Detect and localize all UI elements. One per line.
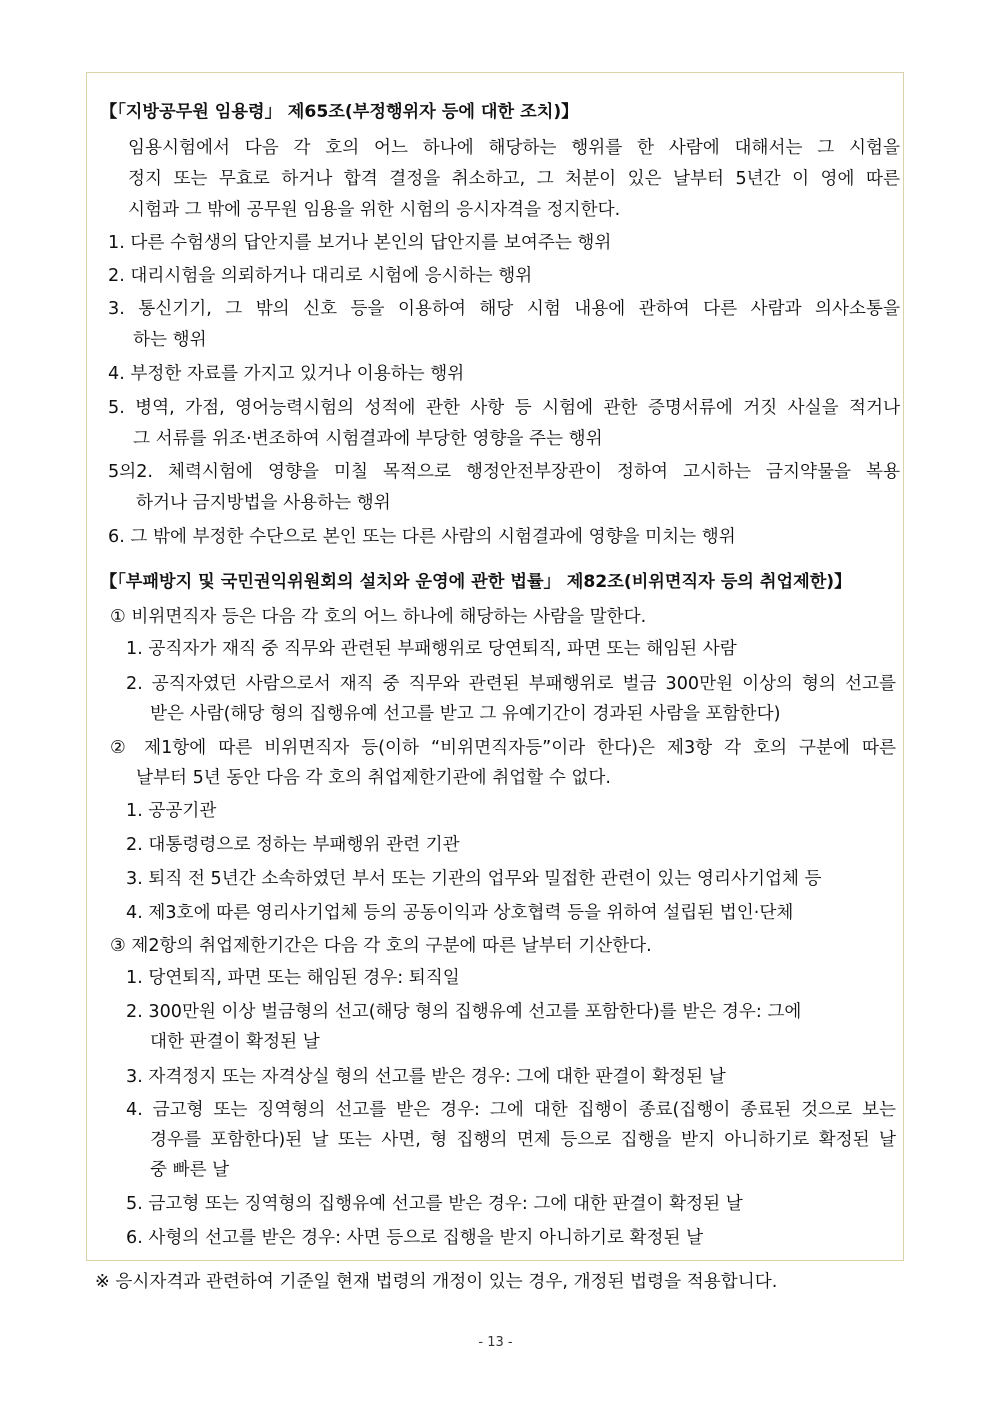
section1-intro-line: 정지 또는 무효로 하거나 합격 결정을 취소하고, 그 처분이 있은 날부터 5년간 이 영에 따른 [128, 169, 900, 189]
section1-item: 3. 통신기기, 그 밖의 신호 등을 이용하여 해당 시험 내용에 관하여 다른 사람과 의사소통을 [108, 299, 900, 319]
section2-paragraph: ③ 제2항의 취업제한기간은 다음 각 호의 구분에 따른 날부터 기산한다. [110, 936, 652, 956]
footnote: ※ 응시자격과 관련하여 기준일 현재 법령의 개정이 있는 경우, 개정된 법령을 적용합니다. [95, 1272, 778, 1292]
section2-item: 2. 300만원 이상 벌금형의 선고(해당 형의 집행유예 선고를 포함한다)를 받은 경우: 그에 [126, 1002, 802, 1022]
section1-item: 1. 다른 수험생의 답안지를 보거나 본인의 답안지를 보여주는 행위 [108, 233, 612, 253]
section2-item: 6. 사형의 선고를 받은 경우: 사면 등으로 집행을 받지 아니하기로 확정된 날 [126, 1228, 704, 1248]
section2-item: 2. 대통령령으로 정하는 부패행위 관련 기관 [126, 835, 460, 855]
section2-item: 2. 공직자였던 사람으로서 재직 중 직무와 관련된 부패행위로 벌금 300만원 이상의 형의 선고를 [126, 674, 896, 694]
section1-item: 5의2. 체력시험에 영향을 미칠 목적으로 행정안전부장관이 정하여 고시하는 금지약물을 복용 [108, 462, 900, 482]
section1-item: 6. 그 밖에 부정한 수단으로 본인 또는 다른 사람의 시험결과에 영향을 미치는 행위 [108, 527, 736, 547]
section2-item: 3. 퇴직 전 5년간 소속하였던 부서 또는 기관의 업무와 밀접한 관련이 있는 영리사기업체 등 [126, 869, 822, 889]
section2-item: 1. 공공기관 [126, 801, 217, 821]
section1-item-cont: 그 서류를 위조·변조하여 시험결과에 부당한 영향을 주는 행위 [133, 429, 603, 449]
page-number: - 13 - [478, 1335, 513, 1350]
section2-item-cont: 대한 판결이 확정된 날 [150, 1032, 320, 1052]
section2-item-cont: 중 빠른 날 [150, 1160, 230, 1180]
section2-item: 5. 금고형 또는 징역형의 집행유예 선고를 받은 경우: 그에 대한 판결이 확정된 날 [126, 1194, 743, 1214]
section1-title: 【「지방공무원 임용령」 제65조(부정행위자 등에 대한 조치)】 [100, 102, 579, 122]
section1-item: 5. 병역, 가점, 영어능력시험의 성적에 관한 사항 등 시험에 관한 증명서류에 거짓 사실을 적거나 [108, 398, 900, 418]
section2-item-cont: 경우를 포함한다)된 날 또는 사면, 형 집행의 면제 등으로 집행을 받지 아니하기로 확정된 날 [150, 1130, 896, 1150]
section1-item-cont: 하거나 금지방법을 사용하는 행위 [136, 493, 391, 513]
section1-intro-line: 시험과 그 밖에 공무원 임용을 위한 시험의 응시자격을 정지한다. [128, 200, 621, 220]
section2-title: 【「부패방지 및 국민권익위원회의 설치와 운영에 관한 법률」 제82조(비위면직자 등의 취업제한)】 [100, 572, 852, 592]
section2-item: 1. 공직자가 재직 중 직무와 관련된 부패행위로 당연퇴직, 파면 또는 해임된 사람 [126, 639, 737, 659]
section2-item: 4. 금고형 또는 징역형의 선고를 받은 경우: 그에 대한 집행이 종료(집행이 종료된 것으로 보는 [126, 1100, 896, 1120]
section2-item: 1. 당연퇴직, 파면 또는 해임된 경우: 퇴직일 [126, 968, 460, 988]
section2-paragraph-cont: 날부터 5년 동안 다음 각 호의 취업제한기관에 취업할 수 없다. [136, 768, 612, 788]
section2-item: 4. 제3호에 따른 영리사기업체 등의 공동이익과 상호협력 등을 위하여 설립된 법인·단체 [126, 903, 794, 923]
section1-item: 4. 부정한 자료를 가지고 있거나 이용하는 행위 [108, 364, 465, 384]
section2-item: 3. 자격정지 또는 자격상실 형의 선고를 받은 경우: 그에 대한 판결이 확정된 날 [126, 1067, 726, 1087]
section1-intro-line: 임용시험에서 다음 각 호의 어느 하나에 해당하는 행위를 한 사람에 대해서는 그 시험을 [128, 138, 900, 158]
section2-paragraph: ② 제1항에 따른 비위면직자 등(이하 “비위면직자등”이라 한다)은 제3항 각 호의 구분에 따른 [110, 738, 896, 758]
section2-item-cont: 받은 사람(해당 형의 집행유예 선고를 받고 그 유예기간이 경과된 사람을 포함한다) [150, 704, 781, 724]
section1-item-cont: 하는 행위 [133, 330, 207, 350]
section1-item: 2. 대리시험을 의뢰하거나 대리로 시험에 응시하는 행위 [108, 266, 533, 286]
section2-paragraph: ① 비위면직자 등은 다음 각 호의 어느 하나에 해당하는 사람을 말한다. [110, 607, 647, 627]
